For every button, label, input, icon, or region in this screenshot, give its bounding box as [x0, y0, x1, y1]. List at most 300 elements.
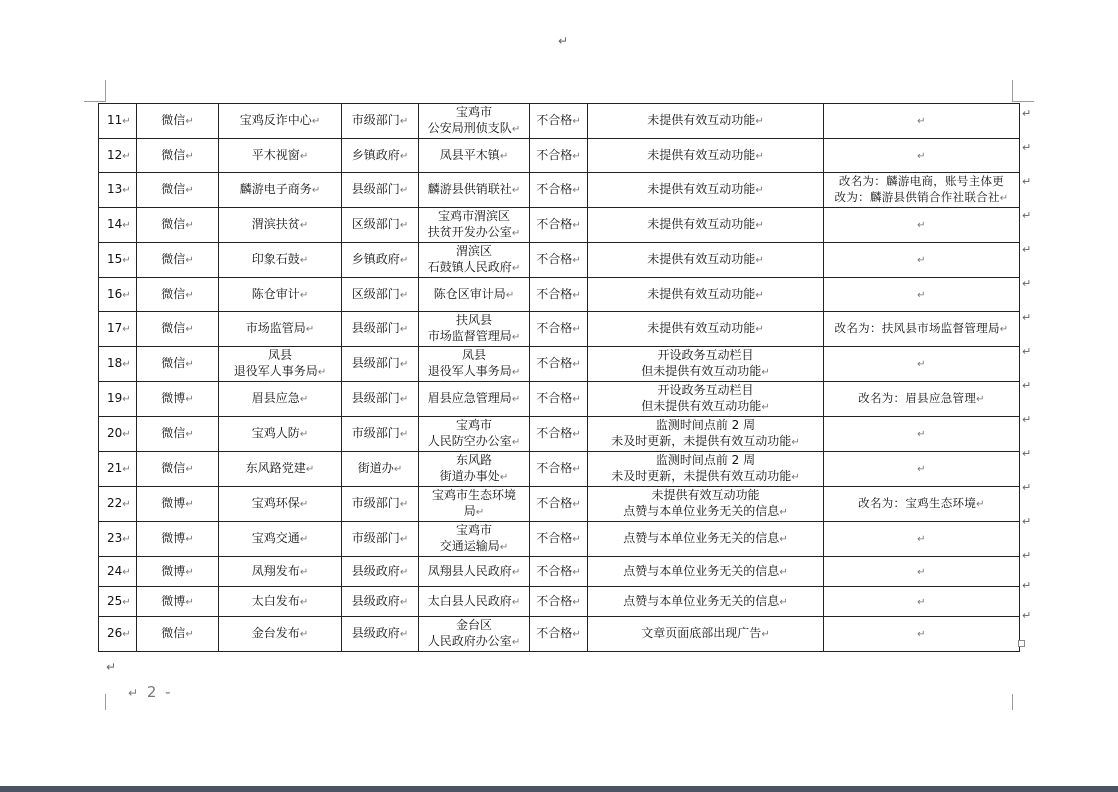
seq-cell [99, 522, 137, 557]
cell-text: 25 [107, 593, 123, 608]
cell-paragraph-mark: ↵ [311, 116, 321, 127]
result-cell [530, 617, 588, 652]
platform-cell [137, 278, 219, 312]
cell-text: 石鼓镇人民政府 [427, 260, 512, 274]
cell-text: 退役军人事务局 [233, 364, 318, 378]
problem-cell [588, 139, 824, 173]
row-end-mark: ↵ [1022, 141, 1032, 154]
cell-text: 不合格 [536, 286, 573, 301]
problem-cell-line [590, 530, 821, 548]
cell-text: 退役军人事务局 [427, 364, 512, 378]
cell-paragraph-mark: ↵ [572, 289, 581, 301]
cell-paragraph-mark: ↵ [299, 596, 309, 608]
cell-text: 市级部门 [351, 531, 400, 545]
cell-text: 19 [107, 391, 123, 405]
owner-cell-line [421, 433, 527, 451]
cell-paragraph-mark: ↵ [755, 255, 764, 266]
owner-cell-line [421, 328, 527, 346]
cell-text: 23 [107, 531, 123, 545]
platform-cell [137, 417, 219, 452]
result-cell [530, 312, 588, 347]
cell-paragraph-mark: ↵ [185, 220, 194, 231]
cell-text: 11 [107, 113, 123, 127]
cell-text: 宝鸡人防 [251, 426, 300, 440]
cell-text: 县级政府 [351, 563, 400, 578]
cell-text: 未提供有效互动功能 [647, 252, 756, 266]
cell-paragraph-mark: ↵ [755, 150, 764, 162]
page-number-text: 2 - [146, 683, 173, 701]
account-name-cell-line [221, 460, 339, 478]
result-cell [530, 522, 588, 557]
cell-text: 未提供有效互动功能 [647, 182, 756, 196]
table-resize-handle[interactable] [1018, 640, 1025, 647]
level-cell [342, 173, 419, 208]
level-cell [342, 243, 419, 278]
cell-paragraph-mark: ↵ [299, 566, 309, 578]
cell-paragraph-mark: ↵ [122, 289, 131, 301]
owner-cell-line [421, 487, 527, 503]
row-end-mark: ↵ [1022, 277, 1032, 290]
platform-cell [137, 139, 219, 173]
problem-cell [588, 347, 824, 382]
account-name-cell-line [221, 563, 339, 581]
problem-cell-line [590, 181, 821, 199]
owner-cell-line [421, 312, 527, 328]
row-end-mark: ↵ [1022, 107, 1032, 120]
cell-paragraph-mark: ↵ [976, 499, 985, 510]
cell-text: 扶贫开发办公室 [427, 225, 512, 239]
cell-paragraph-mark: ↵ [917, 534, 926, 545]
cell-text: 未提供有效互动功能 [647, 217, 756, 231]
cell-paragraph-mark: ↵ [499, 472, 509, 483]
owner-cell-line [421, 468, 527, 486]
cell-text: 不合格 [536, 461, 573, 475]
problem-cell [588, 382, 824, 417]
cell-paragraph-mark: ↵ [185, 116, 194, 127]
row-end-mark: ↵ [1022, 243, 1032, 256]
cell-paragraph-mark: ↵ [999, 193, 1009, 204]
account-name-cell-line [221, 251, 339, 269]
problem-cell-line [590, 563, 821, 581]
cell-text: 监测时间点前 2 周 [655, 418, 756, 432]
cell-text: 微信 [161, 626, 186, 640]
cell-paragraph-mark: ↵ [917, 116, 926, 127]
cell-paragraph-mark: ↵ [511, 596, 521, 608]
cell-paragraph-mark: ↵ [572, 464, 581, 475]
table-row [99, 382, 1020, 417]
cell-text: 不合格 [536, 426, 573, 440]
note-cell-line [826, 189, 1017, 207]
cell-paragraph-mark: ↵ [399, 566, 409, 578]
cell-text: 局 [463, 504, 476, 518]
row-end-mark: ↵ [1022, 311, 1032, 324]
note-cell-line [826, 173, 1017, 189]
account-name-cell [219, 487, 342, 522]
cell-paragraph-mark: ↵ [755, 289, 764, 301]
owner-cell [419, 139, 530, 173]
level-cell [342, 617, 419, 652]
note-cell [824, 139, 1020, 173]
cell-paragraph-mark: ↵ [185, 185, 194, 196]
cell-text: 宝鸡市 [455, 105, 492, 119]
owner-cell [419, 208, 530, 243]
problem-cell-line [590, 347, 821, 363]
problem-cell-line [590, 363, 821, 381]
owner-cell-line [421, 181, 527, 199]
after-table-paragraph-mark: ↵ [106, 660, 117, 674]
level-cell [342, 557, 419, 587]
cell-text: 16 [107, 286, 123, 301]
table-row [99, 312, 1020, 347]
cell-paragraph-mark: ↵ [755, 185, 764, 196]
table-row [99, 173, 1020, 208]
window-bottom-bar [0, 786, 1118, 792]
row-end-mark: ↵ [1022, 345, 1032, 358]
account-name-cell-line [221, 390, 339, 408]
account-name-cell-line [221, 216, 339, 234]
corner-mark-bottom-right [1012, 694, 1013, 710]
cell-text: 微信 [161, 147, 186, 162]
account-name-cell [219, 382, 342, 417]
level-cell [342, 417, 419, 452]
level-cell [342, 587, 419, 617]
cell-paragraph-mark: ↵ [299, 629, 309, 640]
owner-cell-line [421, 224, 527, 242]
level-cell [342, 452, 419, 487]
cell-text: 县级部门 [351, 182, 400, 196]
note-cell [824, 487, 1020, 522]
cell-paragraph-mark: ↵ [122, 185, 131, 196]
cell-paragraph-mark: ↵ [299, 220, 309, 231]
cell-paragraph-mark: ↵ [299, 289, 309, 301]
result-cell [530, 417, 588, 452]
account-name-cell-line [221, 286, 339, 304]
cell-paragraph-mark: ↵ [917, 429, 926, 440]
account-name-cell-line [221, 495, 339, 513]
cell-text: 改为：麟游县供销合作社联合社 [834, 190, 1000, 204]
account-name-cell [219, 173, 342, 208]
seq-cell [99, 243, 137, 278]
account-name-cell [219, 557, 342, 587]
cell-paragraph-mark: ↵ [572, 429, 581, 440]
cell-paragraph-mark: ↵ [399, 394, 409, 405]
seq-cell [99, 173, 137, 208]
cell-paragraph-mark: ↵ [122, 359, 131, 370]
cell-text: 点赞与本单位业务无关的信息 [623, 563, 780, 578]
cell-text: 宝鸡市渭滨区 [437, 209, 510, 223]
corner-mark-top-left-h [84, 101, 105, 102]
seq-cell [99, 278, 137, 312]
cell-paragraph-mark: ↵ [122, 566, 131, 578]
level-cell [342, 208, 419, 243]
page-number-mark: ↵ [128, 686, 141, 700]
row-end-mark: ↵ [1022, 515, 1032, 528]
result-cell [530, 173, 588, 208]
cell-text: 宝鸡交通 [251, 531, 300, 545]
cell-paragraph-mark: ↵ [399, 429, 409, 440]
cell-paragraph-mark: ↵ [299, 394, 309, 405]
corner-mark-top-right [1012, 80, 1013, 102]
cell-paragraph-mark: ↵ [122, 324, 131, 335]
cell-text: 凤县平木镇 [439, 147, 500, 162]
row-end-mark: ↵ [1022, 413, 1032, 426]
cell-text: 开设政务互动栏目 [657, 348, 754, 362]
account-name-cell [219, 417, 342, 452]
problem-cell-line [590, 625, 821, 643]
problem-cell-line [590, 112, 821, 130]
cell-text: 不合格 [536, 593, 573, 608]
cell-text: 开设政务互动栏目 [657, 383, 754, 397]
cell-paragraph-mark: ↵ [511, 228, 521, 239]
owner-cell-line [421, 452, 527, 468]
cell-text: 未提供有效互动功能 [647, 286, 756, 301]
platform-cell [137, 522, 219, 557]
cell-paragraph-mark: ↵ [299, 429, 309, 440]
cell-paragraph-mark: ↵ [505, 289, 515, 301]
cell-text: 东风路党建 [245, 461, 306, 475]
cell-text: 凤县 [267, 348, 292, 362]
table-row [99, 617, 1020, 652]
cell-paragraph-mark: ↵ [122, 596, 131, 608]
note-cell [824, 243, 1020, 278]
cell-text: 微信 [161, 182, 186, 196]
result-cell [530, 382, 588, 417]
cell-paragraph-mark: ↵ [779, 534, 788, 545]
owner-cell [419, 382, 530, 417]
cell-paragraph-mark: ↵ [399, 255, 409, 266]
note-cell [824, 617, 1020, 652]
account-name-cell-line [221, 363, 339, 381]
cell-paragraph-mark: ↵ [511, 263, 521, 274]
note-cell [824, 347, 1020, 382]
owner-cell-line [421, 104, 527, 120]
cell-paragraph-mark: ↵ [511, 185, 521, 196]
cell-paragraph-mark: ↵ [511, 437, 521, 448]
cell-paragraph-mark: ↵ [511, 394, 521, 405]
seq-cell [99, 347, 137, 382]
cell-text: 印象石鼓 [251, 252, 300, 266]
table-row [99, 522, 1020, 557]
cell-paragraph-mark: ↵ [499, 542, 509, 553]
account-name-cell [219, 347, 342, 382]
cell-paragraph-mark: ↵ [399, 499, 409, 510]
cell-text: 乡镇政府 [351, 147, 400, 162]
cell-text: 微博 [161, 593, 186, 608]
cell-paragraph-mark: ↵ [999, 324, 1009, 335]
cell-paragraph-mark: ↵ [572, 255, 581, 266]
cell-text: 凤翔县人民政府 [427, 563, 512, 578]
problem-cell [588, 243, 824, 278]
cell-text: 不合格 [536, 356, 573, 370]
cell-text: 未提供有效互动功能 [647, 147, 756, 162]
cell-text: 渭滨区 [455, 244, 492, 258]
owner-cell-line [421, 633, 527, 651]
cell-paragraph-mark: ↵ [317, 367, 327, 378]
cell-paragraph-mark: ↵ [761, 629, 770, 640]
cell-text: 太白发布 [251, 593, 300, 608]
note-cell [824, 173, 1020, 208]
seq-cell [99, 208, 137, 243]
cell-text: 平木视窗 [251, 147, 300, 162]
owner-cell-line [421, 347, 527, 363]
cell-paragraph-mark: ↵ [305, 324, 315, 335]
account-name-cell-line [221, 320, 339, 338]
owner-cell-line [421, 243, 527, 259]
problem-cell [588, 278, 824, 312]
note-cell [824, 452, 1020, 487]
cell-paragraph-mark: ↵ [185, 534, 194, 545]
cell-text: 宝鸡市 [455, 523, 492, 537]
cell-paragraph-mark: ↵ [185, 359, 194, 370]
problem-cell-line [590, 433, 821, 451]
cell-text: 扶风县 [455, 313, 492, 327]
owner-cell-line [421, 503, 527, 521]
platform-cell [137, 587, 219, 617]
cell-text: 微信 [161, 321, 186, 335]
account-name-cell [219, 278, 342, 312]
owner-cell-line [421, 259, 527, 277]
cell-paragraph-mark: ↵ [399, 220, 409, 231]
cell-paragraph-mark: ↵ [399, 289, 409, 301]
level-cell [342, 139, 419, 173]
seq-cell [99, 587, 137, 617]
cell-text: 县级部门 [351, 321, 400, 335]
cell-paragraph-mark: ↵ [399, 116, 409, 127]
note-cell [824, 557, 1020, 587]
account-name-cell [219, 522, 342, 557]
owner-cell [419, 522, 530, 557]
cell-paragraph-mark: ↵ [917, 255, 926, 266]
table-row [99, 417, 1020, 452]
cell-paragraph-mark: ↵ [185, 596, 194, 608]
header-paragraph-mark: ↵ [558, 34, 569, 48]
problem-cell [588, 487, 824, 522]
cell-paragraph-mark: ↵ [917, 566, 926, 578]
cell-text: 乡镇政府 [351, 252, 400, 266]
cell-text: 人民政府办公室 [427, 634, 512, 648]
cell-paragraph-mark: ↵ [122, 255, 131, 266]
owner-cell-line [421, 208, 527, 224]
cell-paragraph-mark: ↵ [122, 499, 131, 510]
seq-cell [99, 452, 137, 487]
owner-cell-line [421, 120, 527, 138]
cell-text: 文章页面底部出现广告 [641, 626, 762, 640]
cell-paragraph-mark: ↵ [779, 596, 788, 608]
cell-paragraph-mark: ↵ [311, 185, 321, 196]
cell-text: 不合格 [536, 496, 573, 510]
cell-paragraph-mark: ↵ [572, 629, 581, 640]
cell-paragraph-mark: ↵ [791, 472, 800, 483]
cell-text: 但未提供有效互动功能 [641, 399, 762, 413]
problem-cell-line [590, 487, 821, 503]
cell-paragraph-mark: ↵ [917, 220, 926, 231]
table-row [99, 557, 1020, 587]
cell-text: 街道办 [357, 461, 394, 475]
corner-mark-top-right-h [1013, 101, 1034, 102]
level-cell [342, 347, 419, 382]
cell-text: 太白县人民政府 [427, 593, 512, 608]
report-table-wrap [98, 103, 1020, 652]
cell-paragraph-mark: ↵ [572, 324, 581, 335]
cell-text: 26 [107, 626, 123, 640]
cell-text: 但未提供有效互动功能 [641, 364, 762, 378]
problem-cell-line [590, 503, 821, 521]
table-row [99, 104, 1020, 139]
cell-text: 点赞与本单位业务无关的信息 [623, 531, 780, 545]
cell-text: 18 [107, 356, 123, 370]
cell-paragraph-mark: ↵ [511, 637, 521, 648]
table-row [99, 139, 1020, 173]
cell-text: 未及时更新，未提供有效互动功能 [611, 469, 792, 483]
cell-text: 未提供有效互动功能 [647, 113, 756, 127]
platform-cell [137, 243, 219, 278]
cell-paragraph-mark: ↵ [122, 394, 131, 405]
owner-cell-line [421, 538, 527, 556]
level-cell [342, 104, 419, 139]
note-cell [824, 382, 1020, 417]
cell-text: 未提供有效互动功能 [647, 321, 756, 335]
cell-text: 不合格 [536, 391, 573, 405]
platform-cell [137, 452, 219, 487]
cell-text: 未提供有效互动功能 [651, 488, 760, 502]
cell-paragraph-mark: ↵ [399, 629, 409, 640]
note-cell [824, 312, 1020, 347]
cell-paragraph-mark: ↵ [185, 324, 194, 335]
cell-text: 微博 [161, 563, 186, 578]
problem-cell [588, 617, 824, 652]
cell-paragraph-mark: ↵ [299, 150, 309, 162]
note-cell-line [826, 390, 1017, 408]
owner-cell-line [421, 563, 527, 581]
problem-cell-line [590, 251, 821, 269]
cell-paragraph-mark: ↵ [393, 464, 403, 475]
account-name-cell-line [221, 625, 339, 643]
cell-text: 市场监督管理局 [427, 329, 512, 343]
cell-text: 人民防空办公室 [427, 434, 512, 448]
report-table [98, 103, 1020, 652]
problem-cell [588, 173, 824, 208]
cell-paragraph-mark: ↵ [122, 429, 131, 440]
result-cell [530, 587, 588, 617]
cell-text: 宝鸡市 [455, 418, 492, 432]
table-row [99, 487, 1020, 522]
level-cell [342, 312, 419, 347]
cell-text: 麟游电子商务 [239, 182, 312, 196]
cell-text: 点赞与本单位业务无关的信息 [623, 504, 780, 518]
row-end-mark: ↵ [1022, 549, 1032, 562]
cell-text: 交通运输局 [439, 539, 500, 553]
row-end-mark: ↵ [1022, 609, 1032, 622]
cell-paragraph-mark: ↵ [511, 367, 521, 378]
note-cell [824, 522, 1020, 557]
cell-text: 不合格 [536, 182, 573, 196]
cell-paragraph-mark: ↵ [511, 332, 521, 343]
note-cell [824, 208, 1020, 243]
seq-cell [99, 557, 137, 587]
cell-paragraph-mark: ↵ [399, 324, 409, 335]
account-name-cell-line [221, 530, 339, 548]
cell-text: 改名为：眉县应急管理 [858, 391, 977, 405]
cell-text: 眉县应急 [251, 391, 300, 405]
cell-text: 监测时间点前 2 周 [655, 453, 756, 467]
corner-mark-bottom-left [105, 694, 106, 710]
row-end-mark: ↵ [1022, 579, 1032, 592]
seq-cell [99, 617, 137, 652]
cell-paragraph-mark: ↵ [185, 394, 194, 405]
owner-cell [419, 312, 530, 347]
account-name-cell-line [221, 593, 339, 611]
row-end-mark: ↵ [1022, 481, 1032, 494]
